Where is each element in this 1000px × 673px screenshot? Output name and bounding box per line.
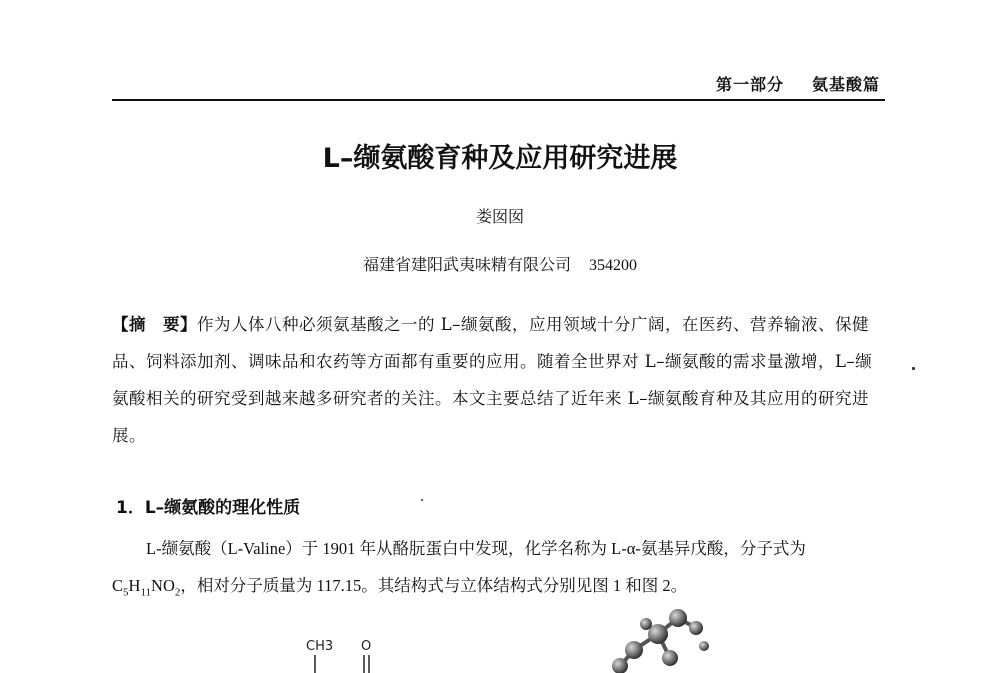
- section-heading: 1．L–缬氨酸的理化性质: [116, 498, 301, 518]
- paper-author: 娄囡囡: [475, 207, 524, 226]
- abstract-text: 作为人体八种必须氨基酸之一的 L–缬氨酸，应用领域十分广阔，在医药、营养输液、保健品、饲料添加剂、调味品和农药等方面都有重要的应用。随着全世界对 L–缬氨酸的需求量激增，L–缬氨酸相关的研究受到越来越多研究者的关注。本文主要总结了近年来 L–缬氨酸育种及其应用的研究进展。: [112, 315, 873, 445]
- para-part2: H: [128, 576, 141, 595]
- ch3-label: CH3: [306, 639, 334, 654]
- atom-ball: [669, 609, 687, 627]
- ball-and-stick-model: [606, 606, 716, 673]
- atom-ball: [699, 641, 709, 651]
- sub-c: 5: [123, 586, 129, 599]
- running-head: [716, 72, 880, 95]
- atom-ball: [662, 650, 678, 666]
- scan-speck: [912, 367, 915, 370]
- header-rule: [112, 99, 885, 101]
- running-head-category: 氨基酸篇: [811, 75, 880, 94]
- paper-affiliation: [0, 252, 1000, 275]
- affiliation-name: 福建省建阳武夷味精有限公司: [362, 255, 571, 274]
- sub-h: 11: [140, 586, 152, 599]
- abstract-label: 【摘 要】: [112, 315, 197, 334]
- running-head-section: 第一部分: [715, 75, 784, 94]
- section-paragraph: [112, 530, 887, 611]
- scan-speck: [421, 499, 423, 501]
- atom-ball: [625, 641, 643, 659]
- paper-title: L–缬氨酸育种及应用研究进展: [322, 143, 678, 174]
- oxygen-label: O: [361, 639, 372, 654]
- affiliation-postcode: 354200: [589, 257, 637, 274]
- sub-o: 2: [174, 586, 181, 599]
- atom-ball: [689, 621, 703, 635]
- para-part3: NO: [151, 576, 175, 595]
- para-part4: ，相对分子质量为 117.15。其结构式与立体结构式分别见图 1 和图 2。: [180, 576, 688, 595]
- structural-formula-figure: [296, 633, 396, 673]
- para-part1: L-缬氨酸（L-Valine）于 1901 年从酪朊蛋白中发现，化学名称为 L-α-氨基异戊酸，分子式为 C: [112, 539, 806, 595]
- abstract: [112, 306, 882, 454]
- atom-ball: [640, 618, 652, 630]
